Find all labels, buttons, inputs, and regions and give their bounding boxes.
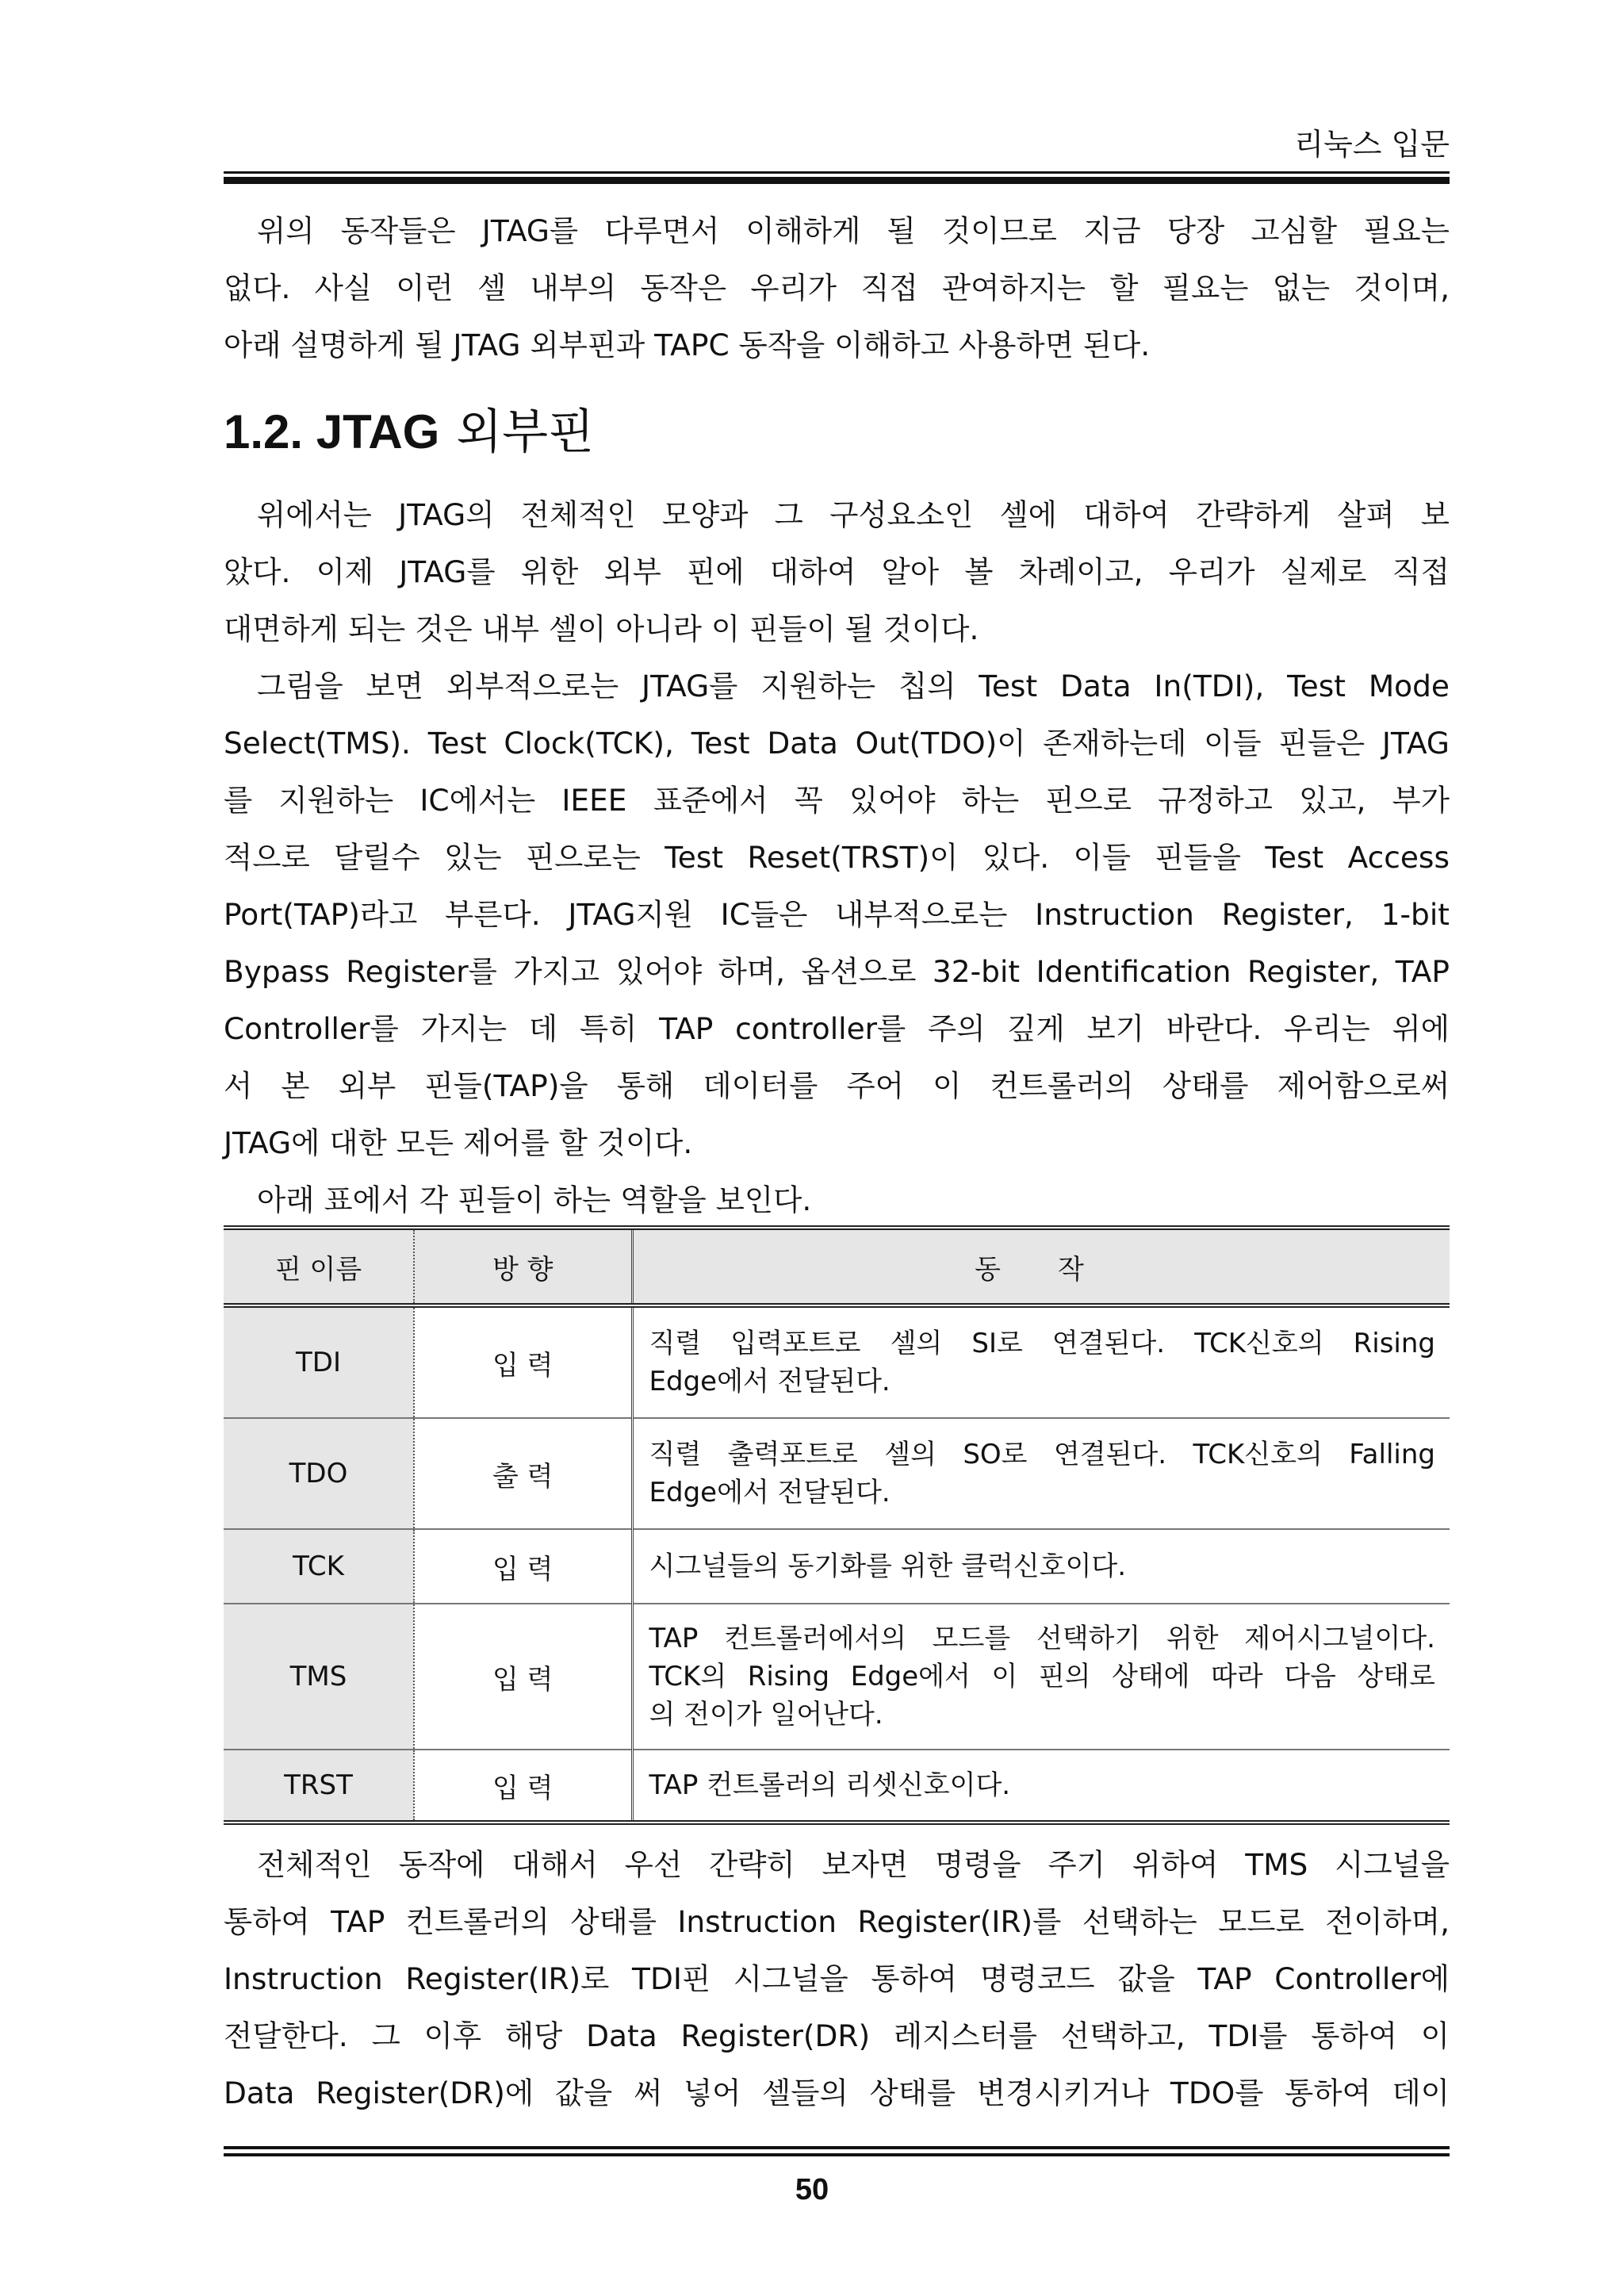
paragraph-2 <box>224 657 1450 1171</box>
text-line: 적으로 달릴수 있는 핀으로는 Test Reset(TRST)이 있다. 이들 핀들을 Test Access <box>224 840 1450 875</box>
text-line: Bypass Register를 가지고 있어야 하며, 옵션으로 32-bit Identification Register, TAP <box>224 954 1450 989</box>
text-line: 전달한다. 그 이후 해당 Data Register(DR) 레지스터를 선택하고, TDI를 통하여 이 <box>224 2018 1450 2053</box>
section-title-text: 외부핀 <box>456 404 595 460</box>
text-line: Port(TAP)라고 부른다. JTAG지원 IC들은 내부적으로는 Instruction Register, 1-bit <box>224 897 1450 932</box>
section-number: 1.2. JTAG <box>224 405 440 458</box>
paragraph-1 <box>224 486 1450 657</box>
pin-name-cell: TCK <box>224 1529 414 1604</box>
running-header: 리눅스 입문 <box>1294 127 1450 162</box>
text-line: 위의 동작들은 JTAG를 다루면서 이해하게 될 것이므로 지금 당장 고심할 필요는 <box>257 213 1450 248</box>
text-line: Instruction Register(IR)로 TDI핀 시그널을 통하여 명령코드 값을 TAP Controller에 <box>224 1961 1450 1996</box>
text-line: 를 지원하는 IC에서는 IEEE 표준에서 꼭 있어야 하는 핀으로 규정하고 있고, 부가 <box>224 783 1450 818</box>
action-cell: 직렬 입력포트로 셀의 SI로 연결된다. TCK신호의 Rising Edge에서 전달된다. <box>649 1328 1435 1397</box>
text-line: 서 본 외부 핀들(TAP)을 통해 데이터를 주어 이 컨트롤러의 상태를 제어함으로써 <box>224 1068 1450 1103</box>
text-line: 위에서는 JTAG의 전체적인 모양과 그 구성요소인 셀에 대하여 간략하게 살펴 보 <box>257 497 1450 532</box>
pin-table <box>224 1225 1450 1825</box>
table-row <box>224 1418 1450 1529</box>
pin-name-cell: TDO <box>224 1418 414 1529</box>
direction-cell: 입 력 <box>414 1305 632 1418</box>
action-cell: TAP 컨트롤러에서의 모드를 선택하기 위한 제어시그널이다. TCK의 Rising Edge에서 이 핀의 상태에 따라 다음 상태로 의 전이가 일어난다. <box>649 1623 1435 1731</box>
direction-cell: 입 력 <box>414 1750 632 1823</box>
text-line: Data Register(DR)에 값을 써 넣어 셀들의 상태를 변경시키거나 TDO를 통하여 데이 <box>224 2076 1450 2110</box>
footer-rule <box>224 2146 1450 2156</box>
text-line: 그림을 보면 외부적으로는 JTAG를 지원하는 칩의 Test Data In(TDI), Test Mode <box>257 669 1450 703</box>
action-cell: 직렬 출력포트로 셀의 SO로 연결된다. TCK신호의 Falling Edge에서 전달된다. <box>649 1439 1435 1508</box>
table-row <box>224 1750 1450 1823</box>
section-heading <box>224 397 594 468</box>
table-header-row <box>224 1228 1450 1305</box>
intro-paragraph <box>224 202 1450 374</box>
header-pin-name: 핀 이름 <box>224 1228 414 1305</box>
text-line: Controller를 가지는 데 특히 TAP controller를 주의 깊게 보기 바란다. 우리는 위에 <box>224 1011 1450 1046</box>
text-line: 아래 표에서 각 핀들이 하는 역할을 보인다. <box>257 1182 812 1217</box>
action-cell: TAP 컨트롤러의 리셋신호이다. <box>649 1769 1011 1801</box>
header-action: 동 작 <box>632 1228 1450 1305</box>
text-line: 전체적인 동작에 대해서 우선 간략히 보자면 명령을 주기 위하여 TMS 시그널을 <box>257 1847 1450 1882</box>
paragraph-4 <box>224 1836 1450 2122</box>
page-number: 50 <box>795 2173 829 2206</box>
header-rule <box>224 171 1450 184</box>
table-row <box>224 1305 1450 1418</box>
text-line: 없다. 사실 이런 셀 내부의 동작은 우리가 직접 관여하지는 할 필요는 없는 것이며, <box>224 270 1450 305</box>
direction-cell: 입 력 <box>414 1529 632 1604</box>
table-row <box>224 1604 1450 1750</box>
text-line: 았다. 이제 JTAG를 위한 외부 핀에 대하여 알아 볼 차례이고, 우리가 실제로 직접 <box>224 554 1450 589</box>
direction-cell: 입 력 <box>414 1604 632 1750</box>
text-line: JTAG에 대한 모든 제어를 할 것이다. <box>224 1125 693 1160</box>
text-line: Select(TMS). Test Clock(TCK), Test Data Out(TDO)이 존재하는데 이들 핀들은 JTAG <box>224 726 1450 761</box>
table-row <box>224 1529 1450 1604</box>
pin-name-cell: TMS <box>224 1604 414 1750</box>
header-direction: 방 향 <box>414 1228 632 1305</box>
text-line: 대면하게 되는 것은 내부 셀이 아니라 이 핀들이 될 것이다. <box>224 611 979 646</box>
direction-cell: 출 력 <box>414 1418 632 1529</box>
text-line: 아래 설명하게 될 JTAG 외부핀과 TAPC 동작을 이해하고 사용하면 된다. <box>224 328 1151 362</box>
pin-name-cell: TDI <box>224 1305 414 1418</box>
paragraph-3 <box>224 1171 1450 1228</box>
text-line: 통하여 TAP 컨트롤러의 상태를 Instruction Register(IR)를 선택하는 모드로 전이하며, <box>224 1904 1450 1939</box>
pin-name-cell: TRST <box>224 1750 414 1823</box>
action-cell: 시그널들의 동기화를 위한 클럭신호이다. <box>649 1550 1127 1582</box>
